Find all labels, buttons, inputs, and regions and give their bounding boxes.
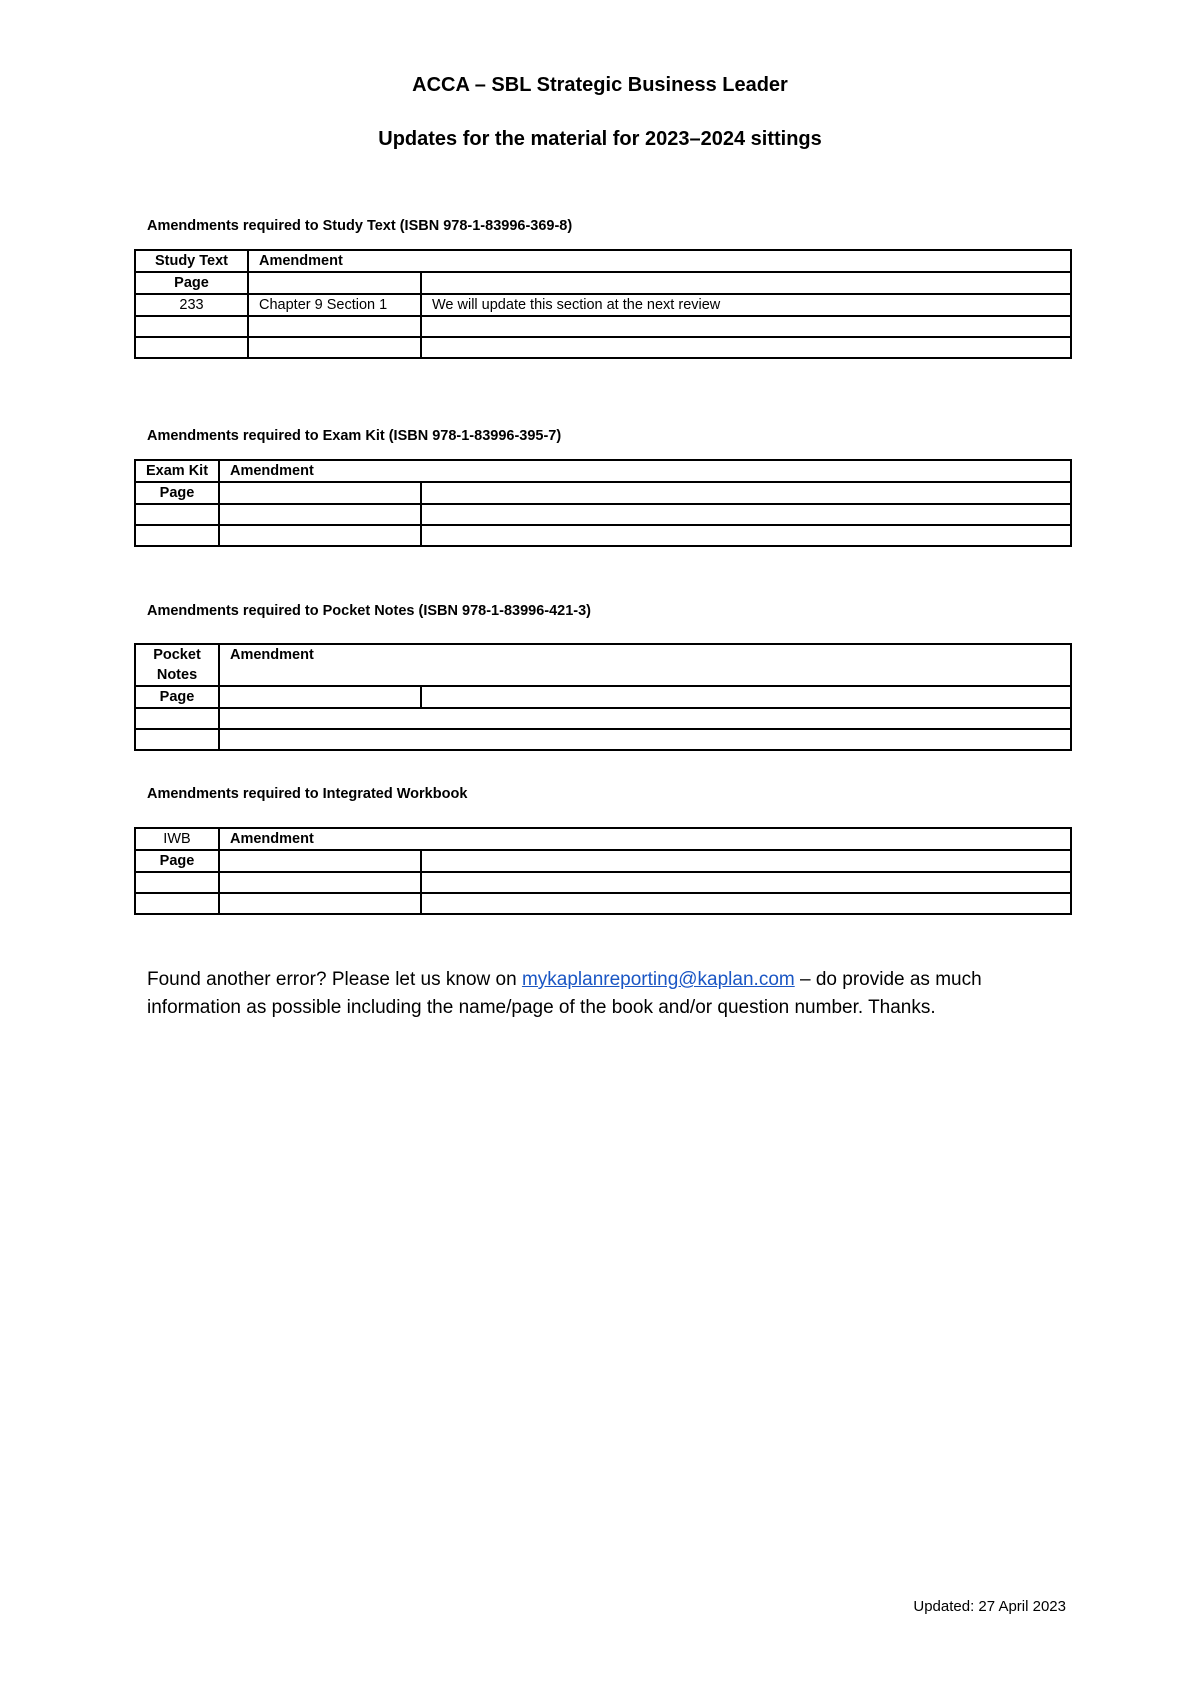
page-label: Page xyxy=(135,850,219,872)
table-row xyxy=(135,872,1071,893)
table-cell xyxy=(135,872,219,893)
updated-date: Updated: 27 April 2023 xyxy=(913,1598,1066,1615)
table-cell xyxy=(219,525,421,546)
workbook-heading: Amendments required to Integrated Workbook xyxy=(147,786,468,802)
study-text-heading: Amendments required to Study Text (ISBN 978-1-83996-369-8) xyxy=(147,218,573,234)
table-cell xyxy=(421,525,1071,546)
table-header-row xyxy=(135,828,1071,850)
table-cell xyxy=(421,504,1071,525)
table-cell xyxy=(421,272,1071,294)
table-cell xyxy=(421,872,1071,893)
document-title: ACCA – SBL Strategic Business Leader xyxy=(412,74,788,96)
table-row xyxy=(135,893,1071,914)
table-row xyxy=(135,294,1071,316)
table-row xyxy=(135,708,1071,729)
table-cell xyxy=(135,316,248,337)
page-label: Page xyxy=(135,686,219,708)
table-cell xyxy=(421,850,1071,872)
table-row xyxy=(135,316,1071,337)
exam-kit-table xyxy=(134,459,1072,547)
table-cell xyxy=(219,504,421,525)
table-row xyxy=(135,337,1071,358)
exam-kit-heading: Amendments required to Exam Kit (ISBN 978-1-83996-395-7) xyxy=(147,428,562,444)
amendment-column-header: Amendment xyxy=(219,460,1071,482)
amendment-column-header: Amendment xyxy=(219,644,1071,686)
table-header-row xyxy=(135,460,1071,482)
table-cell xyxy=(421,482,1071,504)
table-cell xyxy=(135,337,248,358)
workbook-column-label: IWB xyxy=(135,828,219,850)
table-cell xyxy=(135,525,219,546)
amendment-column-header: Amendment xyxy=(248,250,1071,272)
table-cell xyxy=(248,337,421,358)
exam-kit-column-label: Exam Kit xyxy=(135,460,219,482)
table-header-row xyxy=(135,250,1071,272)
study-text-column-label: Study Text xyxy=(135,250,248,272)
pocket-notes-column-label: Pocket Notes xyxy=(135,644,219,686)
table-row xyxy=(135,504,1071,525)
table-cell xyxy=(248,272,421,294)
table-cell xyxy=(219,729,1071,750)
table-cell xyxy=(135,504,219,525)
pocket-notes-heading: Amendments required to Pocket Notes (ISBN 978-1-83996-421-3) xyxy=(147,603,592,619)
table-cell xyxy=(219,686,421,708)
workbook-table xyxy=(134,827,1072,915)
note-text-after: – do provide as much information as possible including the name/page of the book and/or question number. Thanks. xyxy=(147,969,982,1018)
page-number-cell: 233 xyxy=(135,294,248,316)
table-row xyxy=(135,850,1071,872)
email-link[interactable]: mykaplanreporting@kaplan.com xyxy=(521,969,795,990)
page-label: Page xyxy=(135,272,248,294)
description-cell: We will update this section at the next review xyxy=(421,294,1071,316)
table-cell xyxy=(135,893,219,914)
table-row xyxy=(135,729,1071,750)
amendment-column-header: Amendment xyxy=(219,828,1071,850)
table-row xyxy=(135,686,1071,708)
table-cell xyxy=(219,872,421,893)
pocket-notes-table xyxy=(134,643,1072,751)
document-subtitle: Updates for the material for 2023–2024 sittings xyxy=(378,128,822,150)
table-cell xyxy=(219,893,421,914)
table-header-row xyxy=(135,644,1071,686)
table-cell xyxy=(421,337,1071,358)
error-report-note xyxy=(147,966,1077,1022)
table-row xyxy=(135,272,1071,294)
table-cell xyxy=(135,708,219,729)
table-cell xyxy=(135,729,219,750)
table-cell xyxy=(219,850,421,872)
page-label: Page xyxy=(135,482,219,504)
note-text-before: Found another error? Please let us know on xyxy=(147,969,522,990)
location-cell: Chapter 9 Section 1 xyxy=(248,294,421,316)
table-cell xyxy=(421,893,1071,914)
table-cell xyxy=(219,482,421,504)
table-row xyxy=(135,525,1071,546)
table-cell xyxy=(421,686,1071,708)
study-text-table xyxy=(134,249,1072,359)
table-cell xyxy=(219,708,1071,729)
table-row xyxy=(135,482,1071,504)
table-cell xyxy=(421,316,1071,337)
table-cell xyxy=(248,316,421,337)
